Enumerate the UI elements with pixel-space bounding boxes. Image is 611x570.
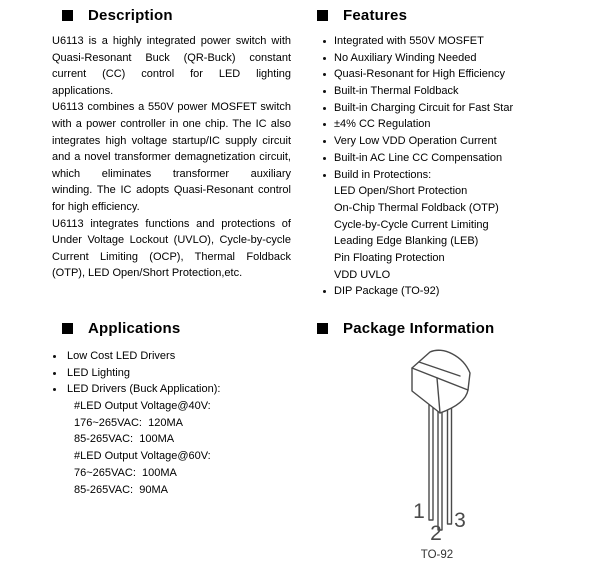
pin2-lead xyxy=(438,402,442,530)
list-item-label: LED Lighting xyxy=(67,366,130,379)
list-item xyxy=(53,365,313,382)
applications-list xyxy=(53,348,313,498)
list-item xyxy=(53,448,313,465)
description-line: applications. xyxy=(52,84,114,97)
applications-heading-label: Applications xyxy=(88,320,181,337)
pin2-label: 2 xyxy=(430,522,442,545)
list-item xyxy=(53,381,313,398)
list-item xyxy=(323,267,593,284)
list-item-label: Built-in Thermal Foldback xyxy=(334,85,459,98)
list-item-label: Build in Protections: xyxy=(334,168,432,181)
features-list xyxy=(323,33,593,300)
bullet-dot-icon xyxy=(323,150,334,160)
list-item xyxy=(323,233,593,250)
list-item-label: 76~265VAC: 100MA xyxy=(74,466,177,479)
list-item xyxy=(323,50,593,67)
list-item xyxy=(53,398,313,415)
description-line: current (CC) control for LED lighting xyxy=(52,68,291,81)
list-item-label: 176~265VAC: 120MA xyxy=(74,416,183,429)
list-item-label: LED Drivers (Buck Application): xyxy=(67,383,221,396)
list-item-label: DIP Package (TO-92) xyxy=(334,285,440,298)
square-bullet-icon xyxy=(317,10,328,21)
list-item-label: Quasi-Resonant for High Efficiency xyxy=(334,68,505,81)
list-item xyxy=(323,200,593,217)
description-line: Under Voltage Lockout (UVLO), Cycle-by-cycle xyxy=(52,234,291,247)
square-bullet-icon xyxy=(317,323,328,334)
bullet-dot-icon xyxy=(323,283,334,293)
description-line: which eliminates transformer auxiliary xyxy=(52,167,291,180)
bullet-dot-icon xyxy=(53,365,67,375)
description-line: U6113 is a highly integrated power switch with xyxy=(52,35,291,47)
list-item xyxy=(323,33,593,50)
list-item xyxy=(53,431,313,448)
description-line: U6113 integrates functions and protections of xyxy=(52,217,291,230)
bullet-dot-icon xyxy=(323,83,334,93)
description-heading-label: Description xyxy=(88,7,173,24)
list-item xyxy=(323,167,593,184)
description-paragraphs xyxy=(52,33,291,282)
description-line: Current Limiting (OCP), Thermal Foldback xyxy=(52,250,291,263)
applications-heading xyxy=(62,320,180,337)
list-item xyxy=(323,217,593,234)
list-item-label: 85-265VAC: 90MA xyxy=(74,483,168,496)
list-item xyxy=(323,116,593,133)
description-line: and a novel transformer demagnetization circuit, xyxy=(52,151,291,164)
pin1-lead xyxy=(429,399,433,520)
list-item-label: Built-in AC Line CC Compensation xyxy=(334,151,503,164)
bullet-dot-icon xyxy=(323,167,334,177)
list-item-label: VDD UVLO xyxy=(334,268,391,281)
description-line: integrates high voltage startup/IC supply circuit xyxy=(52,134,291,147)
list-item xyxy=(53,415,313,432)
list-item-label: #LED Output Voltage@40V: xyxy=(74,400,211,413)
list-item xyxy=(323,183,593,200)
list-item xyxy=(323,250,593,267)
square-bullet-icon xyxy=(62,323,73,334)
bullet-dot-icon xyxy=(323,33,334,43)
list-item-label: 85-265VAC: 100MA xyxy=(74,433,175,446)
list-item-label: Built-in Charging Circuit for Fast Star xyxy=(334,101,514,114)
features-heading-label: Features xyxy=(343,7,408,24)
description-line: with a power controller in one chip. The IC also xyxy=(52,117,291,130)
description-line: (OTP), LED Open/Short Protection,etc. xyxy=(52,267,243,280)
description-heading xyxy=(62,7,173,24)
square-bullet-icon xyxy=(62,10,73,21)
bullet-dot-icon xyxy=(323,66,334,76)
list-item xyxy=(323,133,593,150)
package-information-heading xyxy=(317,320,494,337)
list-item-label: LED Open/Short Protection xyxy=(334,185,468,198)
list-item xyxy=(323,283,593,300)
list-item-label: Very Low VDD Operation Current xyxy=(334,135,497,148)
to92-package-drawing xyxy=(350,345,520,570)
list-item-label: #LED Output Voltage@60V: xyxy=(74,450,211,463)
bullet-dot-icon xyxy=(323,50,334,60)
list-item xyxy=(323,66,593,83)
description-line: U6113 combines a 550V power MOSFET switch xyxy=(52,101,291,114)
list-item xyxy=(323,100,593,117)
bullet-dot-icon xyxy=(53,348,67,358)
pin1-label: 1 xyxy=(413,500,425,523)
list-item xyxy=(323,83,593,100)
list-item xyxy=(323,150,593,167)
list-item-label: Integrated with 550V MOSFET xyxy=(334,35,484,47)
list-item-label: Low Cost LED Drivers xyxy=(67,350,176,362)
bullet-dot-icon xyxy=(323,100,334,110)
pin3-lead xyxy=(448,399,452,524)
bullet-dot-icon xyxy=(53,381,67,391)
description-line: Quasi-Resonant Buck (QR-Buck) constant xyxy=(52,51,291,64)
description-line: winding. The IC adopts Quasi-Resonant control xyxy=(52,184,291,197)
bullet-dot-icon xyxy=(323,116,334,126)
package-name-caption: TO-92 xyxy=(420,549,454,561)
list-item-label: ±4% CC Regulation xyxy=(334,118,431,131)
bullet-dot-icon xyxy=(323,133,334,143)
list-item xyxy=(53,348,313,365)
list-item-label: On-Chip Thermal Foldback (OTP) xyxy=(334,201,499,214)
list-item-label: Cycle-by-Cycle Current Limiting xyxy=(334,218,489,231)
features-heading xyxy=(317,7,407,24)
package-body xyxy=(412,350,470,413)
list-item-label: No Auxiliary Winding Needed xyxy=(334,51,477,64)
list-item xyxy=(53,465,313,482)
description-line: for high efficiency. xyxy=(52,200,140,213)
list-item-label: Leading Edge Blanking (LEB) xyxy=(334,235,479,248)
list-item-label: Pin Floating Protection xyxy=(334,251,445,264)
pin3-label: 3 xyxy=(454,509,466,532)
list-item xyxy=(53,482,313,499)
package-information-heading-label: Package Information xyxy=(343,320,495,337)
